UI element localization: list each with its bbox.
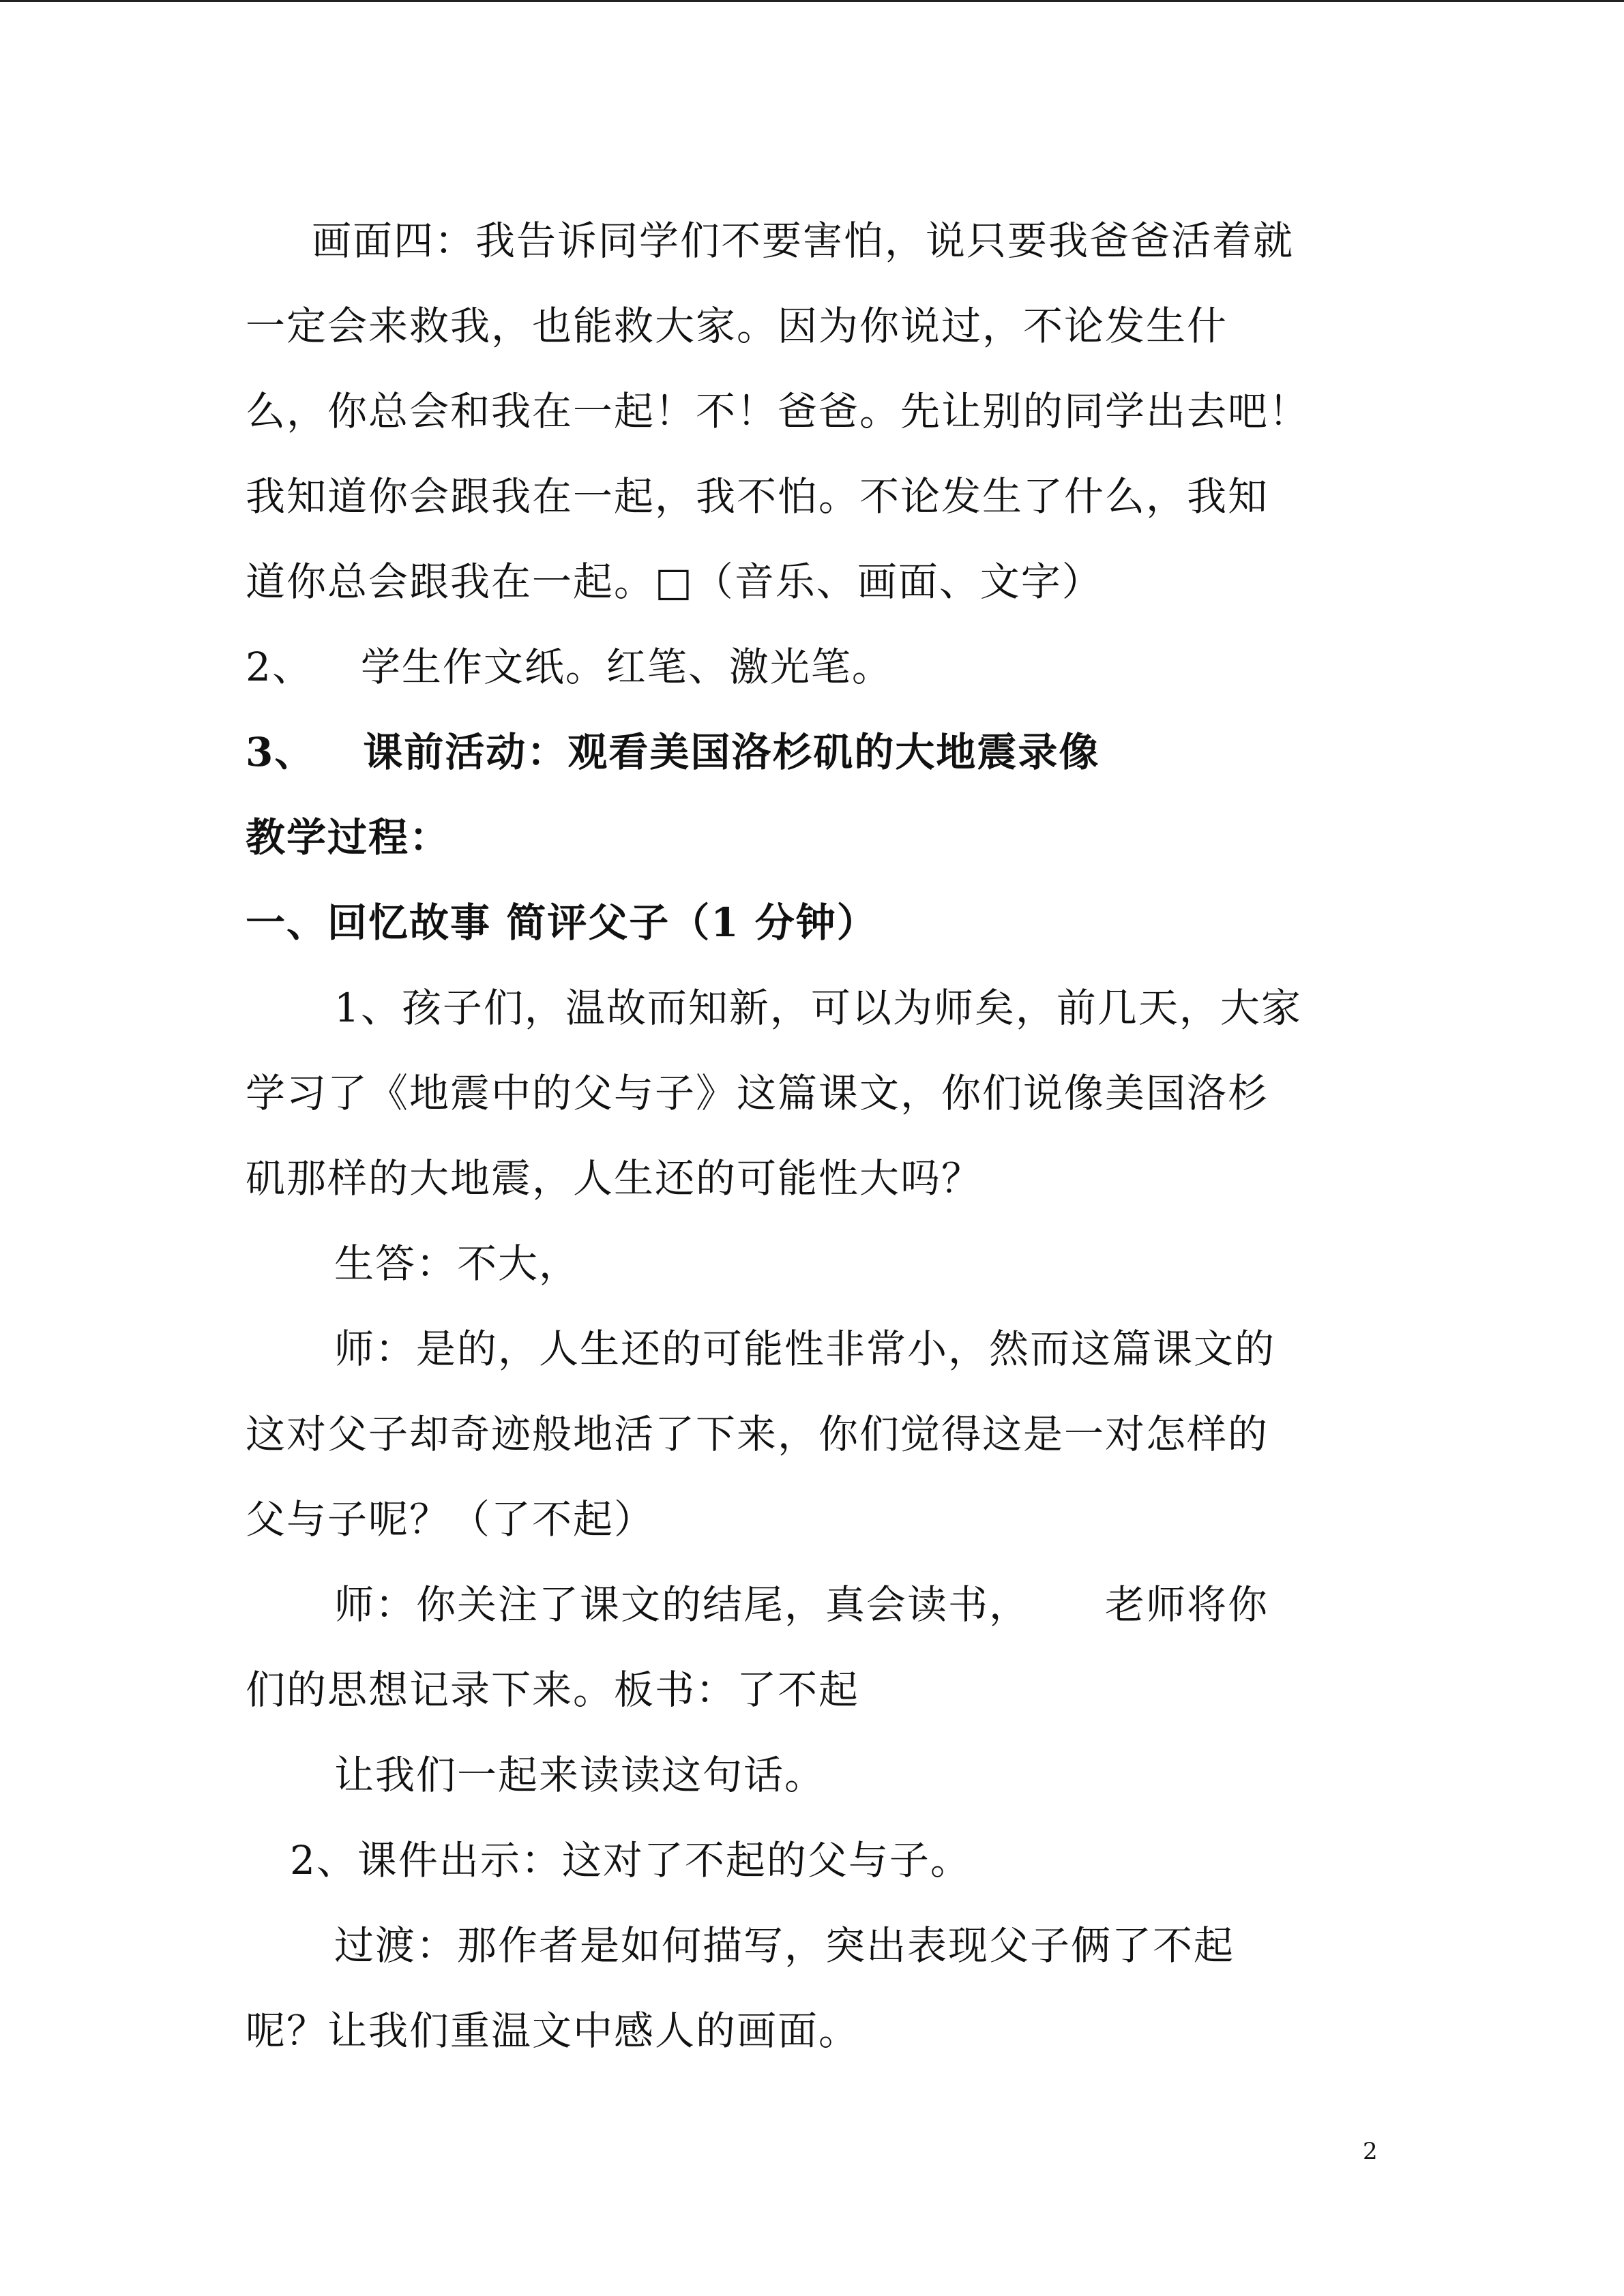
paragraph-line: 我知道你会跟我在一起，我不怕。不论发生了什么，我知 <box>246 473 1269 520</box>
paragraph-line: 一定会来救我，也能救大家。因为你说过，不论发生什 <box>246 303 1228 349</box>
paragraph-line <box>334 1581 1269 1628</box>
section-heading: 教学过程： <box>246 814 451 861</box>
section-title: 一、回忆故事 简评父子（1 分钟） <box>246 899 878 946</box>
paragraph-line: 师：是的，人生还的可能性非常小，然而这篇课文的 <box>334 1326 1276 1372</box>
list-item-2 <box>246 643 893 691</box>
paragraph-line: 矶那样的大地震，人生还的可能性大吗？ <box>246 1155 983 1202</box>
paragraph-line: 么，你总会和我在一起！不！爸爸。先让别的同学出去吧！ <box>246 388 1310 434</box>
paragraph-line: 呢？让我们重温文中感人的画面。 <box>246 2008 860 2054</box>
paragraph-text: 老师将你 <box>1105 1581 1269 1628</box>
paragraph-line: 们的思想记录下来。板书：了不起 <box>246 1667 860 1713</box>
paragraph-line: 1、孩子们，温故而知新，可以为师矣，前几天，大家 <box>334 985 1302 1031</box>
paragraph-line: 让我们一起来读读这句话。 <box>334 1752 826 1798</box>
paragraph-line: 过渡：那作者是如何描写，突出表现父子俩了不起 <box>334 1922 1235 1969</box>
paragraph-line: 这对父子却奇迹般地活了下来，你们觉得这是一对怎样的 <box>246 1411 1269 1457</box>
paragraph-line: 道你总会跟我在一起。□（音乐、画面、文字） <box>246 558 1103 605</box>
list-item-3 <box>246 728 1099 776</box>
page-number: 2 <box>1363 2138 1378 2165</box>
list-number: 2、 <box>246 644 313 690</box>
list-text: 课前活动：观看美国洛杉矶的大地震录像 <box>363 729 1100 775</box>
paragraph-line: 学习了《地震中的父与子》这篇课文，你们说像美国洛杉 <box>246 1070 1269 1116</box>
list-number: 3、 <box>246 729 316 775</box>
list-text: 学生作文纸。红笔、激光笔。 <box>360 644 893 690</box>
paragraph-line: 2、课件出示：这对了不起的父与子。 <box>290 1837 971 1883</box>
paragraph-text: 师：你关注了课文的结尾，真会读书， <box>334 1581 1031 1628</box>
paragraph-line: 父与子呢？（了不起） <box>246 1496 655 1542</box>
paragraph-line: 画面四：我告诉同学们不要害怕，说只要我爸爸活着就 <box>312 218 1295 264</box>
paragraph-line: 生答：不大， <box>334 1240 580 1287</box>
